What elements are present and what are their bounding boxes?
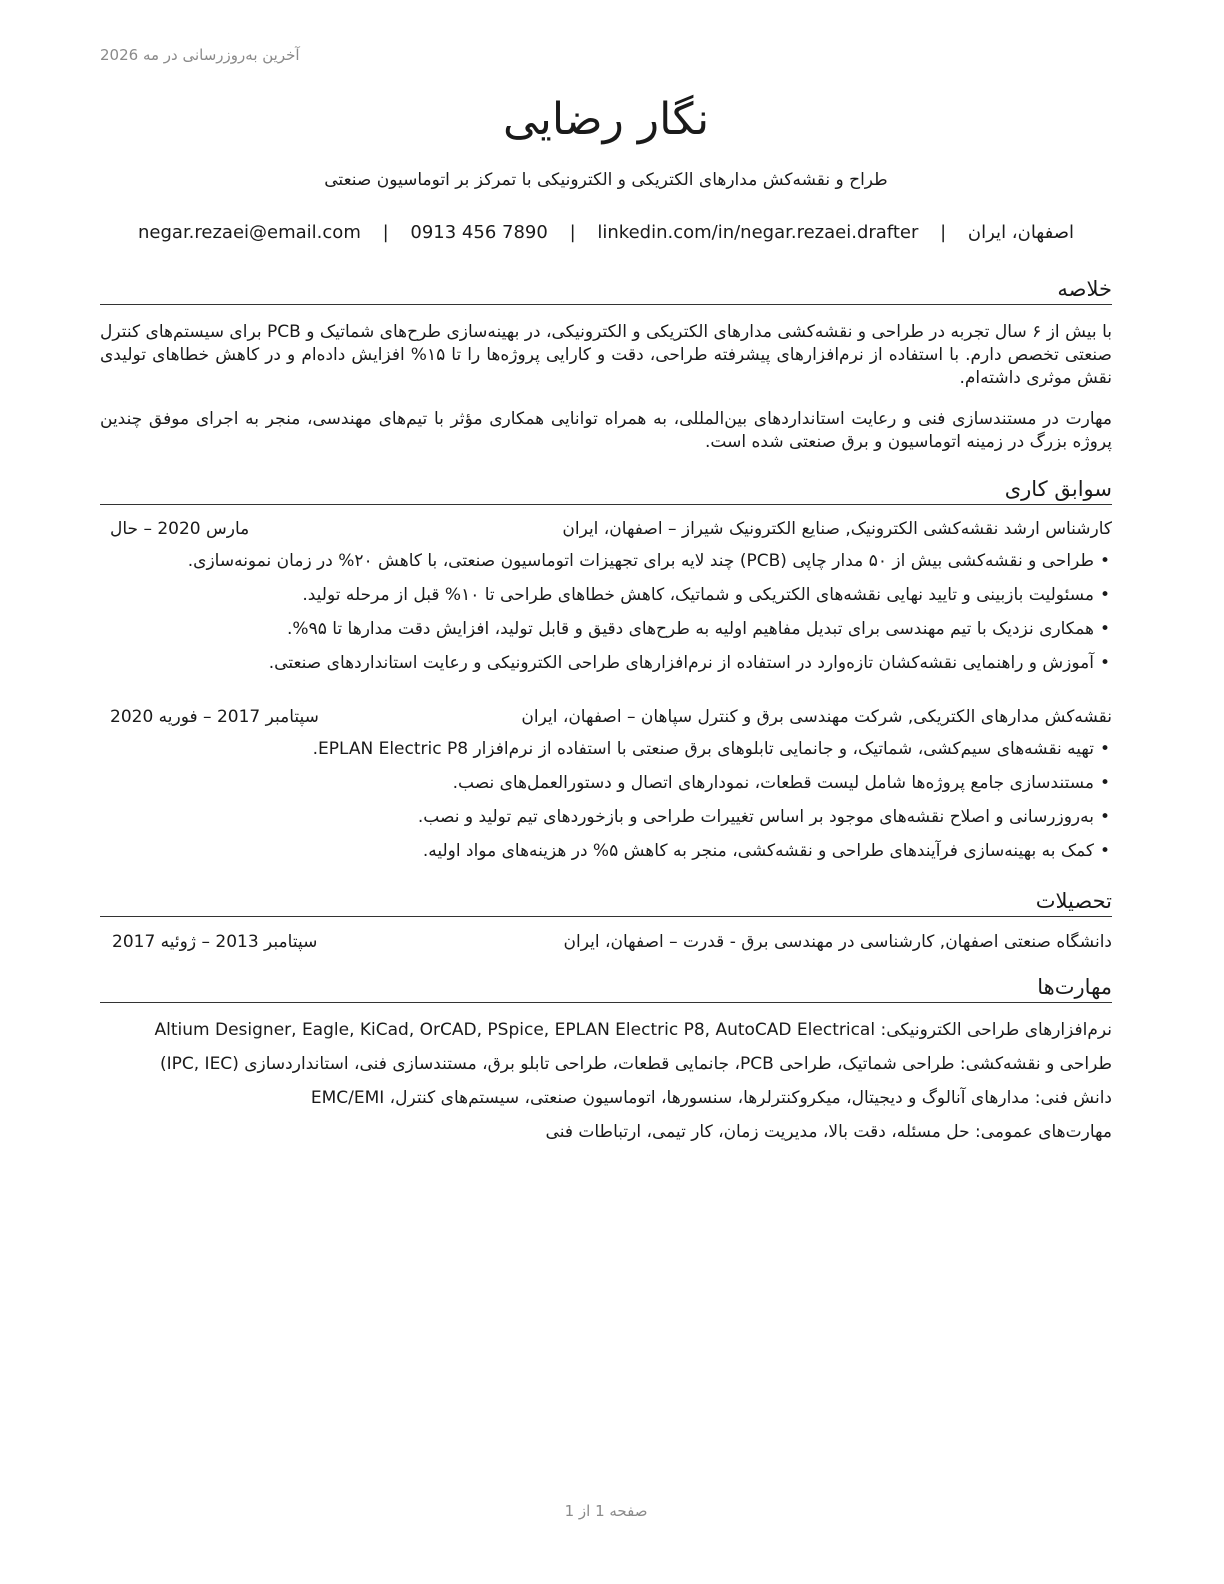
contact-line: [100, 222, 1112, 243]
education-entry: [100, 932, 1112, 956]
job-bullets: [100, 737, 1112, 873]
list-item: • همکاری نزدیک با تیم مهندسی برای تبدیل مفاهیم اولیه به طرح‌های دقیق و قابل تولید، افزایش دقت مدارها تا ۹۵%.: [100, 617, 1112, 651]
contact-phone[interactable]: 0913 456 7890: [410, 222, 548, 243]
contact-separator: |: [569, 222, 576, 243]
education-dates: سپتامبر 2013 – ژوئیه 2017: [112, 932, 318, 952]
summary-paragraph-2: مهارت در مستندسازی فنی و رعایت استانداردهای بین‌المللی، به همراه توانایی همکاری مؤثر با تیم‌های مهندسی، منجر به اجرای موفق چندین پروژه بزرگ در زمینه اتوماسیون و برق صنعتی شده است.: [100, 409, 1112, 452]
job-title: نقشه‌کش مدارهای الکتریکی, شرکت مهندسی برق و کنترل سپاهان – اصفهان، ایران: [521, 707, 1112, 727]
last-updated-note: آخرین به‌روزرسانی در مه 2026: [100, 46, 300, 64]
skills-line: مهارت‌های عمومی: حل مسئله، دقت بالا، مدیریت زمان، کار تیمی، ارتباطات فنی: [545, 1122, 1112, 1142]
summary-heading: خلاصه: [100, 276, 1112, 305]
job-header: [100, 707, 1112, 731]
experience-heading: سوابق کاری: [100, 476, 1112, 505]
list-item: • آموزش و راهنمایی نقشه‌کشان تازه‌وارد در استفاده از نرم‌افزارهای طراحی الکترونیکی و رعایت استانداردهای صنعتی.: [100, 651, 1112, 685]
skills-heading: مهارت‌ها: [100, 974, 1112, 1003]
job-header: [100, 519, 1112, 543]
list-item: • به‌روزرسانی و اصلاح نقشه‌های موجود بر اساس تغییرات طراحی و بازخوردهای تیم تولید و نصب.: [100, 805, 1112, 839]
contact-linkedin[interactable]: linkedin.com/in/negar.rezaei.drafter: [597, 222, 919, 243]
job-title: کارشناس ارشد نقشه‌کشی الکترونیک, صنایع الکترونیک شیراز – اصفهان، ایران: [562, 519, 1112, 539]
professional-tagline: طراح و نقشه‌کش مدارهای الکتریکی و الکترونیکی با تمرکز بر اتوماسیون صنعتی: [324, 170, 888, 190]
page-number-footer: صفحه 1 از 1: [564, 1502, 648, 1520]
contact-separator: |: [382, 222, 389, 243]
job-bullets: [100, 549, 1112, 685]
contact-location: اصفهان، ایران: [967, 222, 1074, 243]
education-degree: دانشگاه صنعتی اصفهان, کارشناسی در مهندسی برق - قدرت – اصفهان، ایران: [563, 932, 1112, 952]
skills-line: دانش فنی: مدارهای آنالوگ و دیجیتال، میکروکنترلرها، سنسورها، اتوماسیون صنعتی، سیستم‌های کنترل، EMC/EMI: [310, 1088, 1112, 1108]
education-heading: تحصیلات: [100, 888, 1112, 917]
list-item: • مسئولیت بازبینی و تایید نهایی نقشه‌های الکتریکی و شماتیک، کاهش خطاهای طراحی تا ۱۰% قبل از مرحله تولید.: [100, 583, 1112, 617]
contact-email[interactable]: negar.rezaei@email.com: [138, 222, 361, 243]
contact-separator: |: [940, 222, 947, 243]
list-item: • کمک به بهینه‌سازی فرآیندهای طراحی و نقشه‌کشی، منجر به کاهش ۵% در هزینه‌های مواد اولیه.: [100, 839, 1112, 873]
list-item: • تهیه نقشه‌های سیم‌کشی، شماتیک، و جانمایی تابلوهای برق صنعتی با استفاده از نرم‌افزار EPLAN Electric P8.: [100, 737, 1112, 771]
list-item: • طراحی و نقشه‌کشی بیش از ۵۰ مدار چاپی (PCB) چند لایه برای تجهیزات اتوماسیون صنعتی، با کاهش ۲۰% در زمان نمونه‌سازی.: [100, 549, 1112, 583]
skills-line: طراحی و نقشه‌کشی: طراحی شماتیک، طراحی PCB، جانمایی قطعات، طراحی تابلو برق، مستندسازی فنی، استانداردسازی (IPC, IEC): [159, 1054, 1112, 1074]
job-dates: سپتامبر 2017 – فوریه 2020: [110, 707, 319, 727]
person-name: نگار رضایی: [502, 94, 710, 145]
job-dates: مارس 2020 – حال: [110, 519, 250, 539]
skills-list: [100, 1018, 1112, 1154]
resume-page: [100, 0, 1112, 1584]
skills-line: نرم‌افزارهای طراحی الکترونیکی: Altium Designer, Eagle, KiCad, OrCAD, PSpice, EPLAN Electric P8, AutoCAD Electrical: [154, 1020, 1112, 1040]
list-item: • مستندسازی جامع پروژه‌ها شامل لیست قطعات، نمودارهای اتصال و دستورالعمل‌های نصب.: [100, 771, 1112, 805]
summary-paragraph-1: با بیش از ۶ سال تجربه در طراحی و نقشه‌کشی مدارهای الکتریکی و الکترونیکی، در بهینه‌سازی طرح‌های شماتیک و PCB برای سیستم‌های کنترل صنعتی تخصص دارم. با استفاده از نرم‌افزارهای پیشرفته طراحی، دقت و کارایی پروژه‌ها را تا ۱۵% افزایش داده‌ام و در کاهش خطاهای تولیدی نقش موثری داشته‌ام.: [100, 322, 1112, 388]
